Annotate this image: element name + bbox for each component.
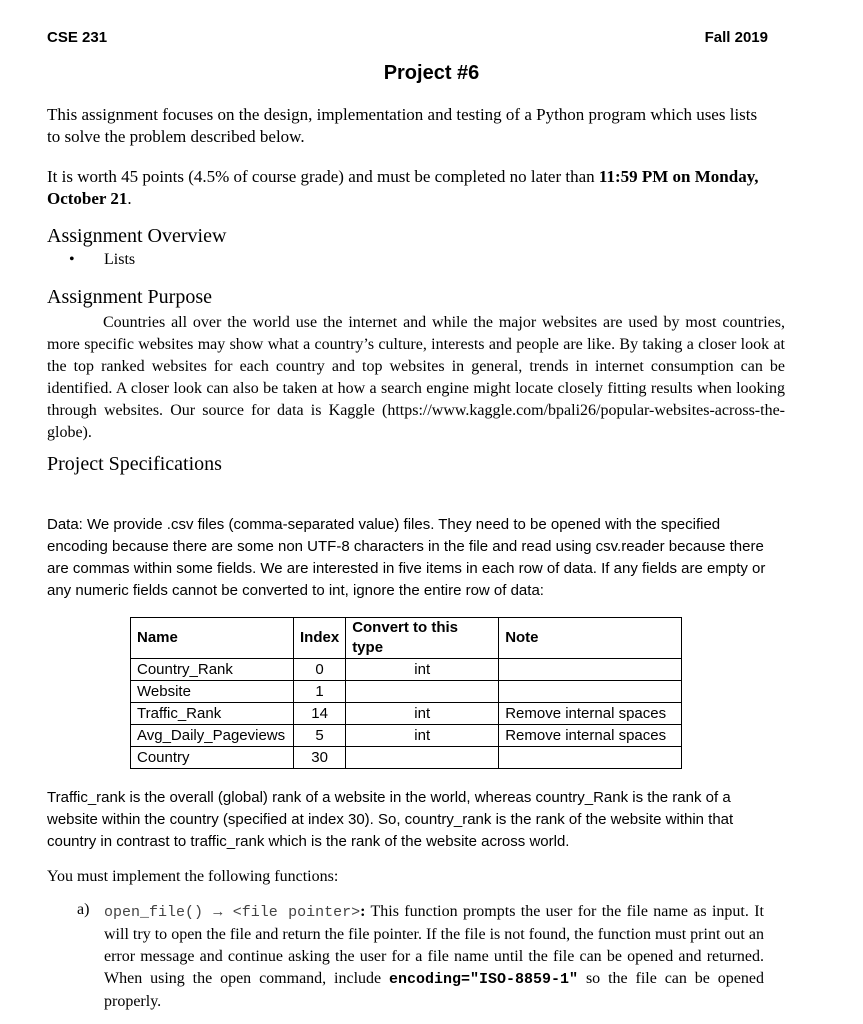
function-a-letter: a) (77, 901, 90, 918)
table-cell: 30 (294, 747, 346, 769)
overview-list-item (69, 251, 135, 269)
table-cell: 1 (294, 681, 346, 703)
table-header-cell: Name (131, 618, 294, 659)
function-a-description (104, 901, 764, 1013)
table-header-row (131, 618, 682, 659)
purpose-paragraph: Countries all over the world use the internet and while the major websites are used by most countries, more specific websites may show what a country’s culture, interests and people are like. By taking a closer look at the top ranked websites for each country and top websites in general, trends in internet consumption can be identified. A closer look can also be taken at how a search engine might locate closely fitting results when looking through websites. Our source for data is Kaggle (https://www.kaggle.com/bpali26/popular-websites-across-the-globe). (47, 314, 785, 441)
function-a-signature: open_file() → <file pointer> (104, 904, 361, 921)
table-header-cell: Note (499, 618, 682, 659)
due-prefix: It is worth 45 points (4.5% of course grade) and must be completed no later than (47, 167, 599, 186)
purpose-heading: Assignment Purpose (47, 286, 212, 308)
term: Fall 2019 (704, 29, 768, 46)
implement-intro: You must implement the following functions: (47, 868, 339, 885)
due-date: Monday, October 21 (47, 167, 759, 208)
table-cell (346, 747, 499, 769)
table-row (131, 747, 682, 769)
table-header-cell: Index (294, 618, 346, 659)
due-time: 11:59 PM on (598, 167, 691, 186)
table-cell: int (346, 703, 499, 725)
table-cell: 14 (294, 703, 346, 725)
table-cell: Country_Rank (131, 659, 294, 681)
table-cell: 0 (294, 659, 346, 681)
function-a-colon: : (360, 903, 366, 920)
intro-paragraph: This assignment focuses on the design, implementation and testing of a Python program which uses lists to solve the problem described below. (47, 105, 758, 146)
table-row (131, 681, 682, 703)
table-cell: Website (131, 681, 294, 703)
table-cell: int (346, 659, 499, 681)
table-row (131, 703, 682, 725)
table-cell (499, 681, 682, 703)
page-title: Project #6 (383, 62, 480, 84)
due-paragraph (47, 166, 767, 210)
table-header-cell: Convert to this type (346, 618, 499, 659)
bullet-icon: • (69, 251, 75, 268)
table-cell: 5 (294, 725, 346, 747)
table-row (131, 659, 682, 681)
table-cell: int (346, 725, 499, 747)
table-cell: Remove internal spaces (499, 725, 682, 747)
table-cell (499, 659, 682, 681)
traffic-rank-note: Traffic_rank is the overall (global) rank of a website in the world, whereas country_Rank is the rank of a website within the country (specified at index 30). So, country_rank is the rank of the website within that country in contrast to traffic_rank which is the rank of the website across world. (47, 789, 734, 850)
encoding-code: encoding="ISO-8859-1" (389, 971, 579, 988)
due-suffix: . (127, 189, 132, 208)
data-fields-table (130, 617, 682, 769)
function-a-text-1: This function prompts the user for the file name as input. It will try to open the file and return the file pointer. If the file is not found, the function must print out an error message and continue asking the user for a file name until the file can be opened and returned. When using the open command, include (104, 903, 764, 987)
table-cell: Country (131, 747, 294, 769)
overview-heading: Assignment Overview (47, 225, 227, 247)
table-cell: Avg_Daily_Pageviews (131, 725, 294, 747)
table-row (131, 725, 682, 747)
overview-item-label: Lists (104, 251, 136, 268)
table-cell: Traffic_Rank (131, 703, 294, 725)
data-paragraph: Data: We provide .csv files (comma-separated value) files. They need to be opened with the specified encoding because there are some non UTF-8 characters in the file and read using csv.reader because there are commas within some fields. We are interested in five items in each row of data. If any fields are empty or any numeric fields cannot be converted to int, ignore the entire row of data: (47, 516, 766, 599)
table-cell (346, 681, 499, 703)
function-a-text-2: so the file can be opened properly. (104, 970, 764, 1010)
specs-heading: Project Specifications (47, 453, 222, 475)
table-cell: Remove internal spaces (499, 703, 682, 725)
course-code: CSE 231 (47, 29, 108, 46)
table-cell (499, 747, 682, 769)
